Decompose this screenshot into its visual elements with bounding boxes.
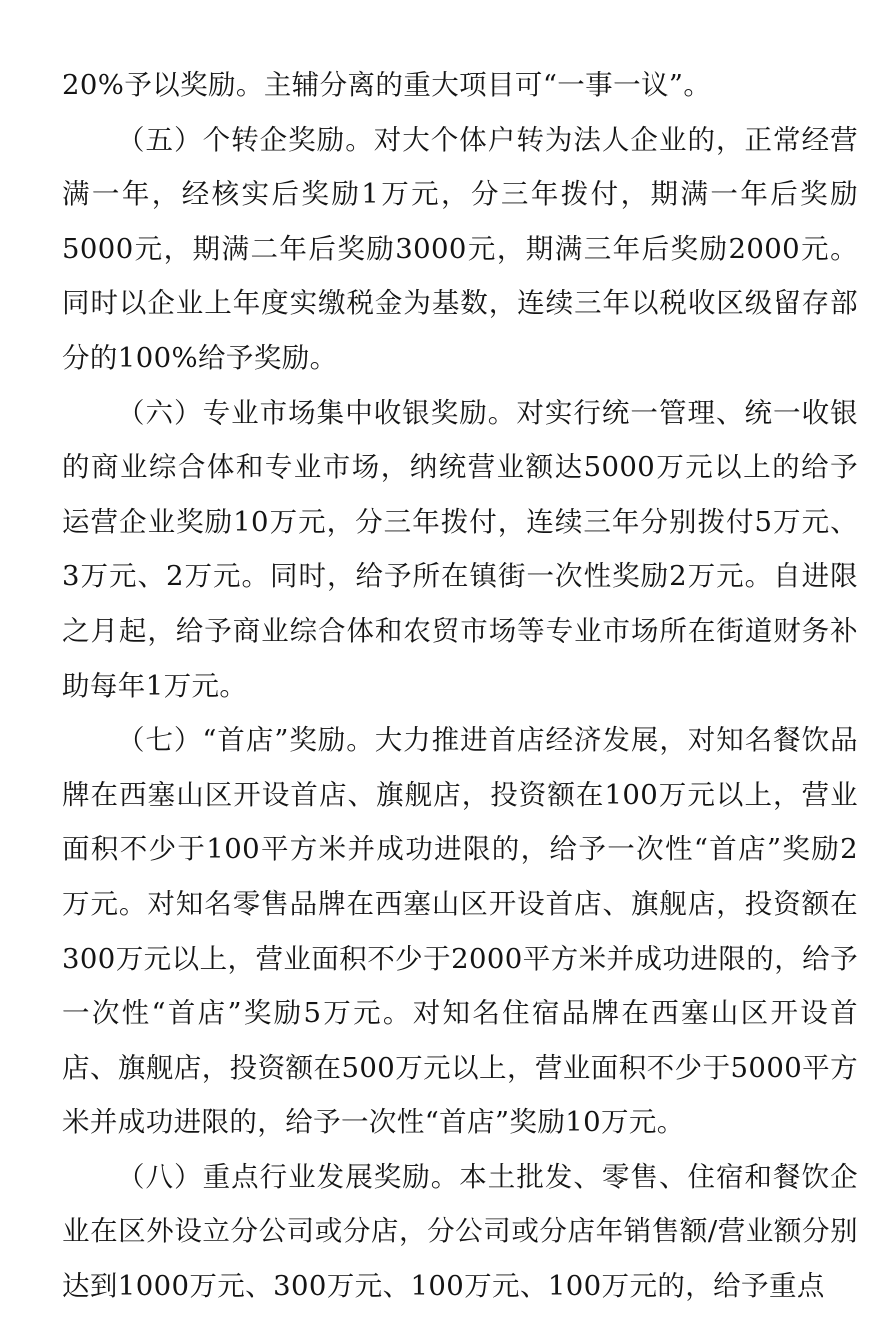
paragraph-7-first-store: （七）“首店”奖励。大力推进首店经济发展，对知名餐饮品牌在西塞山区开设首店、旗舰店，投资额在100万元以上，营业面积不少于100平方米并成功进限的，给予一次性“首店”奖励2万元。对知名零售品牌在西塞山区开设首店、旗舰店，投资额在300万元以上，营业面积不少于2000平方米并成功进限的，给予一次性“首店”奖励5万元。对知名住宿品牌在西塞山区开设首店、旗舰店，投资额在500万元以上，营业面积不少于5000平方米并成功进限的，给予一次性“首店”奖励10万元。 [62,724,858,1139]
document-body [62,58,858,1314]
paragraph-6-market-cashier: （六）专业市场集中收银奖励。对实行统一管理、统一收银的商业综合体和专业市场，纳统营业额达5000万元以上的给予运营企业奖励10万元，分三年拨付，连续三年分别拨付5万元、3万元、2万元。同时，给予所在镇街一次性奖励2万元。自进限之月起，给予商业综合体和农贸市场等专业市场所在街道财务补助每年1万元。 [62,396,858,702]
paragraph-continuation: 20%予以奖励。主辅分离的重大项目可“一事一议”。 [62,69,712,101]
paragraph-5-individual-to-enterprise: （五）个转企奖励。对大个体户转为法人企业的，正常经营满一年，经核实后奖励1万元，分三年拨付，期满一年后奖励5000元，期满二年后奖励3000元，期满三年后奖励2000元。同时以企业上年度实缴税金为基数，连续三年以税收区级留存部分的100%给予奖励。 [62,123,858,374]
paragraph-8-key-industry: （八）重点行业发展奖励。本土批发、零售、住宿和餐饮企业在区外设立分公司或分店，分公司或分店年销售额/营业额分别达到1000万元、300万元、100万元、100万元的，给予重点 [62,1160,858,1303]
